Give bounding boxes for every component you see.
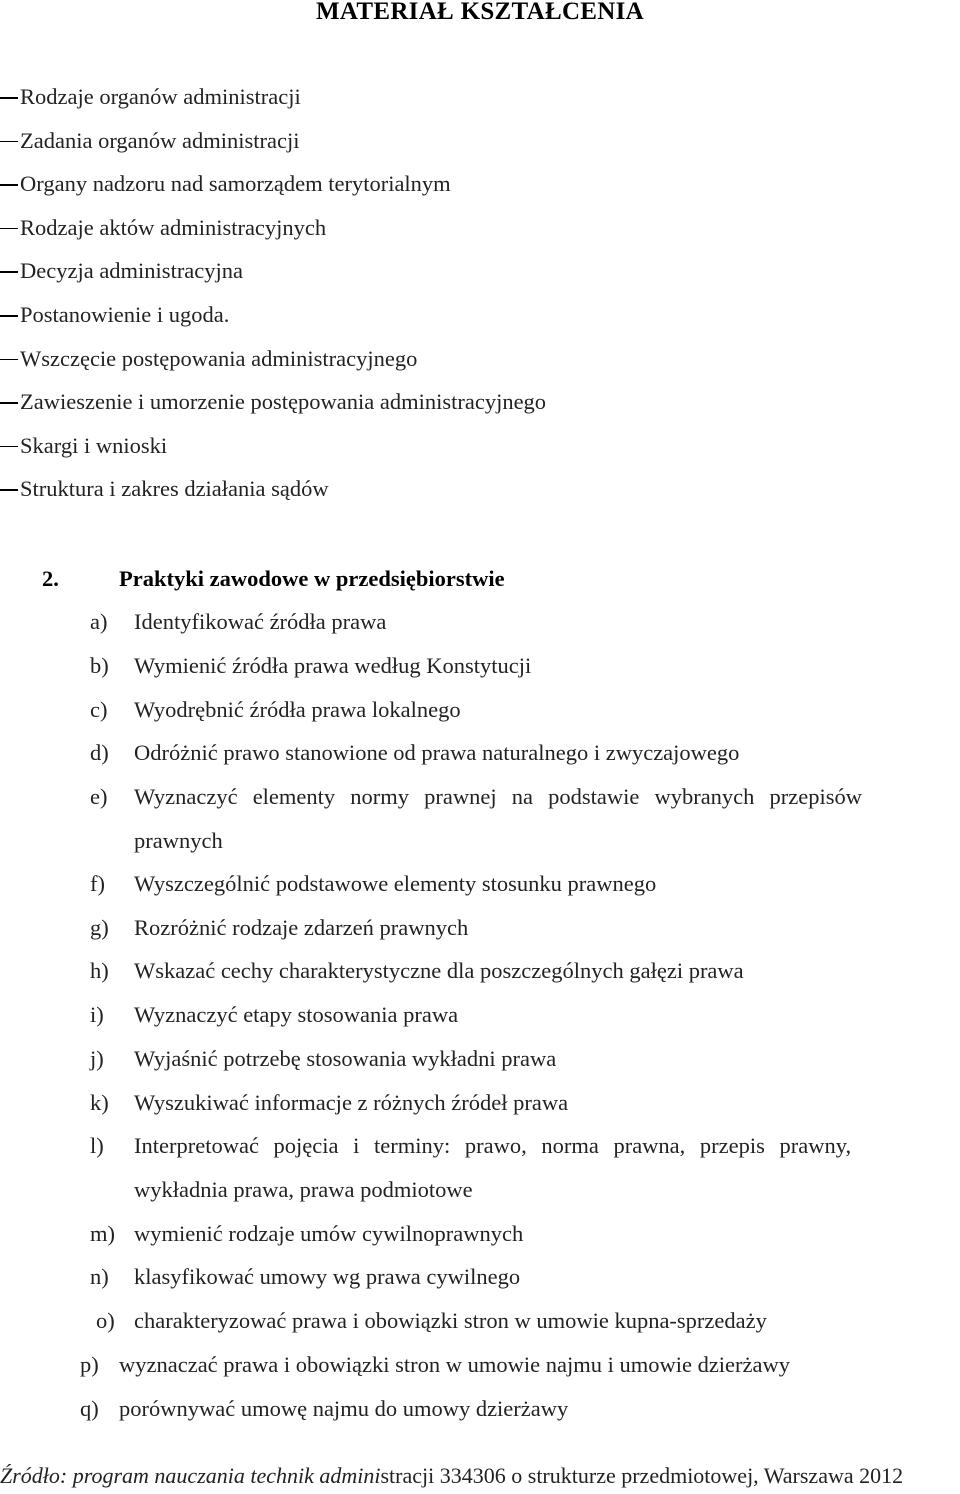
topic-text: Zawieszenie i umorzenie postępowania administracyjnego	[20, 389, 547, 415]
topic-item	[0, 166, 546, 210]
topic-item	[0, 384, 546, 428]
objective-text: Identyfikować źródła prawa	[134, 609, 387, 634]
dash-bullet	[0, 271, 18, 273]
objective-letter: j)	[90, 1046, 104, 1071]
objective-text: Interpretować pojęcia i terminy: prawo, norma prawna, przepis prawny,	[134, 1133, 852, 1158]
dash-bullet	[0, 97, 18, 99]
dash-bullet	[0, 228, 18, 230]
source-italic: Źródło: program nauczania technik admini	[0, 1463, 381, 1488]
topic-item	[0, 123, 546, 167]
source-note	[0, 1458, 903, 1494]
objective-letter: d)	[90, 740, 109, 765]
objective-text: wyznaczać prawa i obowiązki stron w umowie najmu i umowie dzierżawy	[119, 1352, 791, 1377]
topic-item	[0, 253, 546, 297]
topic-item	[0, 297, 546, 341]
objective-letter: h)	[90, 958, 109, 983]
objective-letter: o)	[96, 1308, 115, 1333]
section-number: 2.	[42, 566, 59, 591]
objective-letter: m)	[90, 1221, 115, 1246]
objective-letter: a)	[90, 609, 108, 634]
objective-text-continued: wykładnia prawa, prawa podmiotowe	[134, 1177, 473, 1202]
objective-text: Wskazać cechy charakterystyczne dla poszczególnych gałęzi prawa	[134, 958, 744, 983]
topic-text: Organy nadzoru nad samorządem terytorialnym	[20, 171, 451, 197]
section-heading	[42, 561, 505, 597]
objective-text: Rozróżnić rodzaje zdarzeń prawnych	[134, 915, 469, 940]
topic-item	[0, 79, 546, 123]
dash-bullet	[0, 141, 18, 143]
objective-text: Wyszczególnić podstawowe elementy stosunku prawnego	[134, 871, 657, 896]
objective-text: Wymienić źródła prawa według Konstytucji	[134, 653, 532, 678]
objective-text: Wyznaczyć elementy normy prawnej na podstawie wybranych przepisów	[134, 784, 863, 809]
objective-letter: k)	[90, 1090, 109, 1115]
topic-text: Rodzaje aktów administracyjnych	[20, 214, 327, 240]
objective-letter: b)	[90, 653, 109, 678]
topic-text: Decyzja administracyjna	[20, 258, 244, 284]
topic-text: Zadania organów administracji	[20, 127, 300, 153]
objective-letter: c)	[90, 697, 108, 722]
topic-text: Struktura i zakres działania sądów	[20, 476, 329, 502]
dash-bullet	[0, 489, 18, 491]
objective-text: wymienić rodzaje umów cywilnoprawnych	[134, 1221, 524, 1246]
objective-letter: p)	[80, 1352, 99, 1377]
document-title: MATERIAŁ KSZTAŁCENIA	[315, 0, 645, 25]
objective-letter: q)	[80, 1396, 99, 1421]
dash-bullet	[0, 359, 18, 361]
topic-item	[0, 210, 546, 254]
topic-item	[0, 341, 546, 385]
objective-letter: f)	[90, 871, 105, 896]
dash-bullet	[0, 315, 18, 317]
objective-text: porównywać umowę najmu do umowy dzierżawy	[119, 1396, 569, 1421]
objective-text: Wyszukiwać informacje z różnych źródeł prawa	[134, 1090, 569, 1115]
topic-text: Wszczęcie postępowania administracyjnego	[20, 345, 418, 371]
objective-text: Odróżnić prawo stanowione od prawa naturalnego i zwyczajowego	[134, 740, 740, 765]
objective-letter: i)	[90, 1002, 104, 1027]
objective-text: Wyjaśnić potrzebę stosowania wykładni prawa	[134, 1046, 557, 1071]
objective-letter: n)	[90, 1264, 109, 1289]
objective-letter: l)	[90, 1133, 104, 1158]
topic-item	[0, 471, 546, 515]
topic-item	[0, 428, 546, 472]
objective-text: Wyodrębnić źródła prawa lokalnego	[134, 697, 461, 722]
source-rest: stracji 334306 o strukturze przedmiotowej, Warszawa 2012	[380, 1463, 904, 1488]
dash-bullet	[0, 184, 18, 186]
objective-text: Wyznaczyć etapy stosowania prawa	[134, 1002, 459, 1027]
topic-list	[0, 79, 546, 515]
dash-bullet	[0, 402, 18, 404]
section-title: Praktyki zawodowe w przedsiębiorstwie	[119, 566, 505, 591]
objective-letter: g)	[90, 915, 109, 940]
topic-text: Postanowienie i ugoda.	[20, 301, 230, 327]
dash-bullet	[0, 446, 18, 448]
objective-letter: e)	[90, 784, 108, 809]
topic-text: Rodzaje organów administracji	[20, 84, 301, 109]
objective-text: charakteryzować prawa i obowiązki stron w umowie kupna-sprzedaży	[134, 1308, 767, 1333]
objective-text-continued: prawnych	[134, 828, 223, 853]
objective-text: klasyfikować umowy wg prawa cywilnego	[134, 1264, 521, 1289]
topic-text: Skargi i wnioski	[20, 432, 168, 458]
